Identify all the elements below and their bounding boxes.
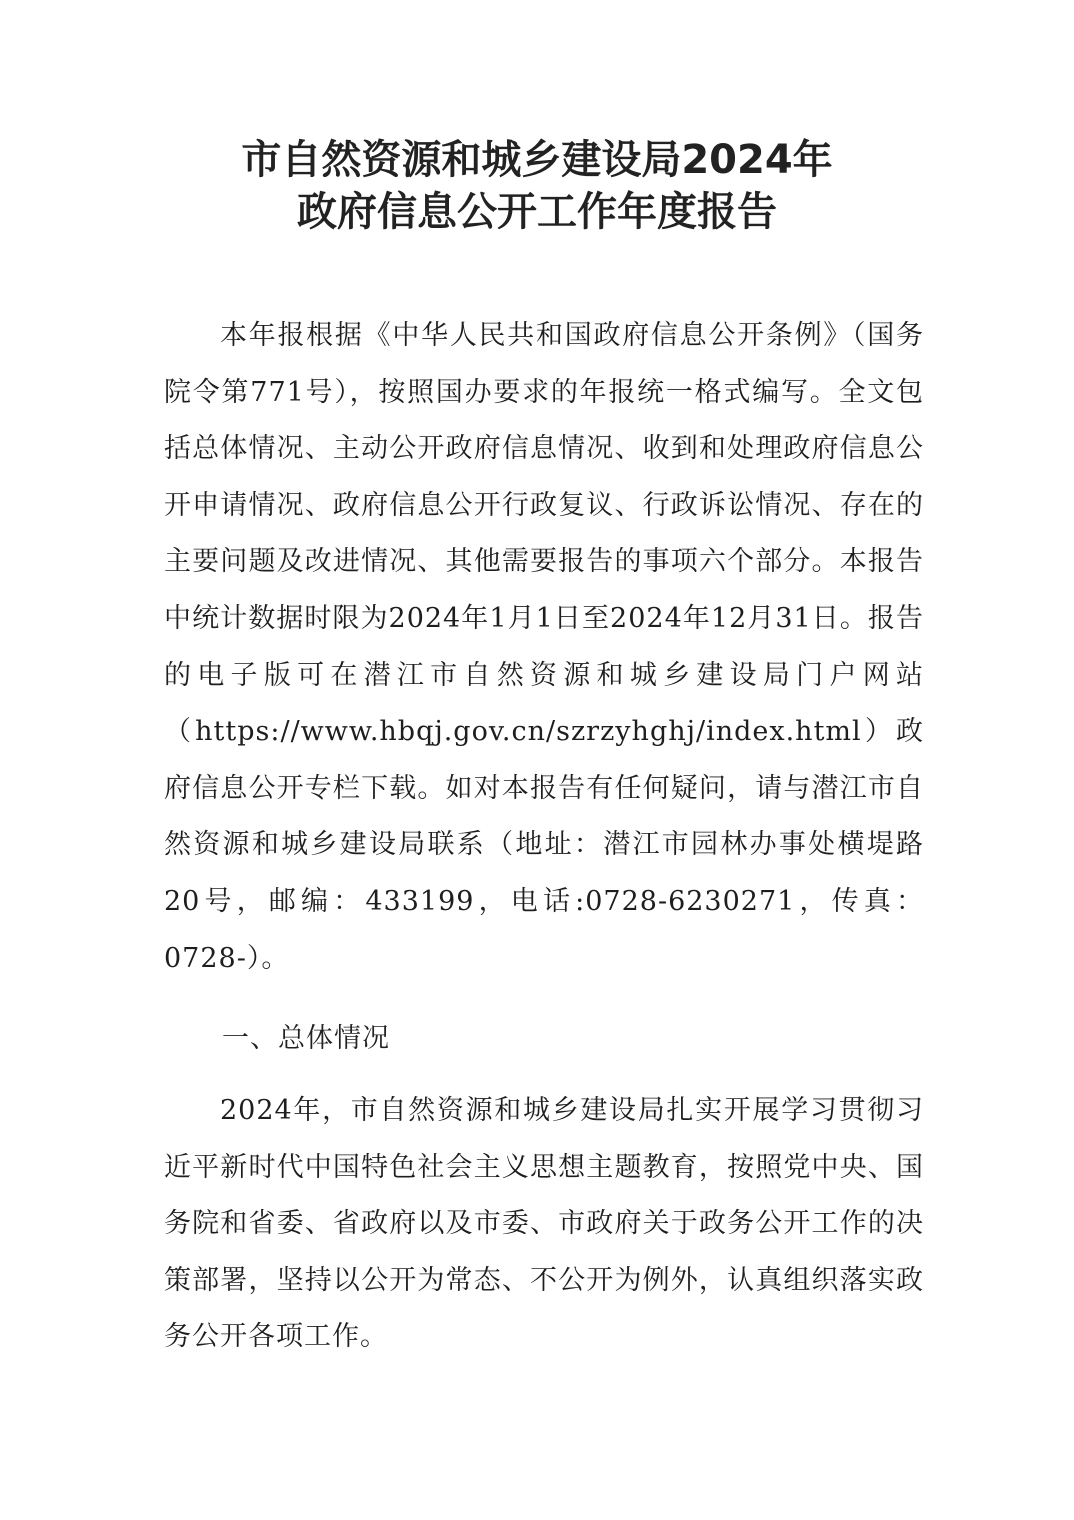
intro-paragraph: 本年报根据《中华人民共和国政府信息公开条例》（国务院令第771号），按照国办要求的年报统一格式编写。全文包括总体情况、主动公开政府信息情况、收到和处理政府信息公开申请情况、政府信息公开行政复议、行政诉讼情况、存在的主要问题及改进情况、其他需要报告的事项六个部分。本报告中统计数据时限为2024年1月1日至2024年12月31日。报告的电子版可在潜江市自然资源和城乡建设局门户网站（https://www.hbqj.gov.cn/szrzyhghj/index.html）政府信息公开专栏下载。如对本报告有任何疑问，请与潜江市自然资源和城乡建设局联系（地址：潜江市园林办事处横堤路20号，邮编：433199，电话:0728-6230271，传真：0728-）。 — [164, 320, 924, 974]
report-title-line-1: 市自然资源和城乡建设局2024年 — [241, 137, 833, 183]
report-title-line-2: 政府信息公开工作年度报告 — [297, 189, 777, 235]
section-paragraph-overall: 2024年，市自然资源和城乡建设局扎实开展学习贯彻习近平新时代中国特色社会主义思想主题教育，按照党中央、国务院和省委、省政府以及市委、市政府关于政务公开工作的决策部署，坚持以公开为常态、不公开为例外，认真组织落实政务公开各项工作。 — [164, 1095, 924, 1353]
section-heading-overall: 一、总体情况 — [222, 1023, 390, 1054]
